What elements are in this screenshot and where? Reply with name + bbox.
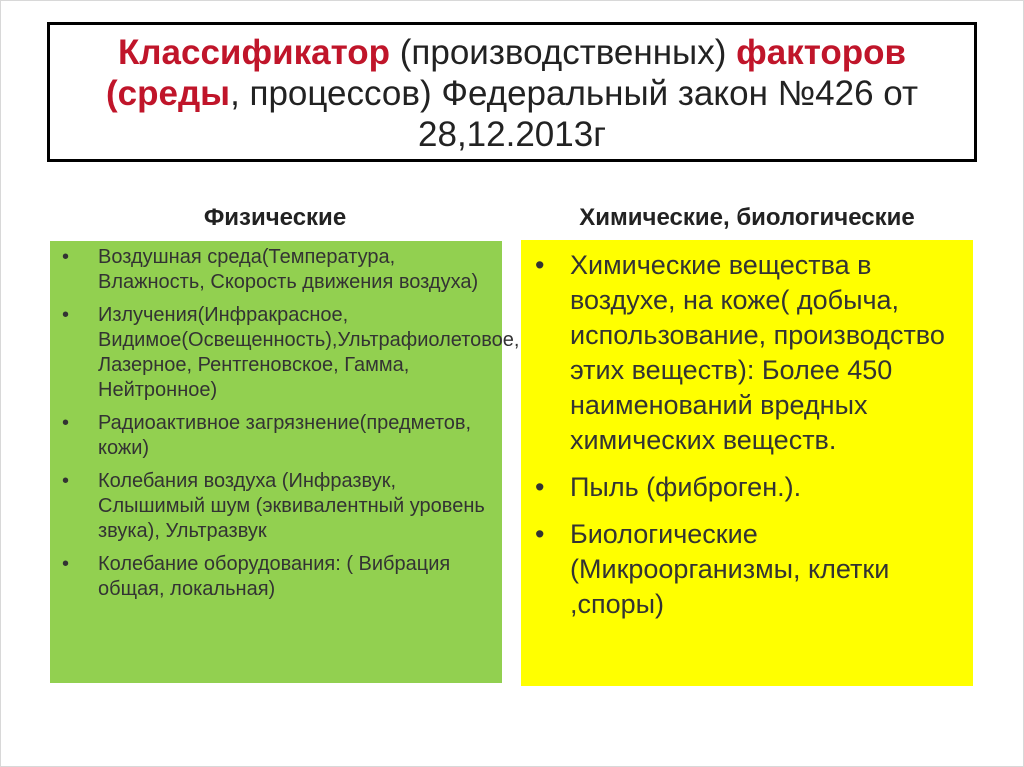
title-factors: факторов <box>736 33 907 72</box>
list-item-text: Излучения(Инфракрасное, Видимое(Освещенность),Ультрафиолетовое, Лазерное, Рентгеновское, Гамма, Нейтронное) <box>98 304 520 401</box>
bullet-icon: • <box>62 304 70 326</box>
slide-title <box>47 22 977 162</box>
list-item <box>533 517 959 622</box>
list-item <box>60 552 488 602</box>
list-item <box>60 245 488 295</box>
chemical-biological-heading: Химические, биологические <box>579 204 915 231</box>
list-item-text: Колебания воздуха (Инфразвук, Слышимый шум (эквивалентный уровень звука), Ультразвук <box>98 470 485 542</box>
list-item-text: Биологические (Микроорганизмы, клетки ,споры) <box>570 519 890 619</box>
list-item-text: Химические вещества в воздухе, на коже( добыча, использование, производство этих веществ): Более 450 наименований вредных химических веществ. <box>570 250 945 455</box>
bullet-icon: • <box>535 250 545 280</box>
list-item <box>60 303 520 403</box>
bullet-icon: • <box>535 519 545 549</box>
bullet-icon: • <box>62 246 70 268</box>
list-item <box>60 469 488 544</box>
list-item-text: Колебание оборудования: ( Вибрация общая, локальная) <box>98 553 451 600</box>
list-item-text: Радиоактивное загрязнение(предметов, кожи) <box>98 412 472 459</box>
bullet-icon: • <box>62 470 70 492</box>
title-environment: (среды <box>105 74 231 113</box>
list-item-text: Пыль (фиброген.). <box>570 472 802 502</box>
bullet-icon: • <box>62 553 70 575</box>
title-law: , процессов) Федеральный закон №426 от 28,12.2013г <box>230 74 919 154</box>
list-item-text: Воздушная среда(Температура, Влажность, Скорость движения воздуха) <box>98 246 479 293</box>
list-item <box>533 248 959 458</box>
physical-factors-panel <box>50 241 520 683</box>
bullet-icon: • <box>535 472 545 502</box>
bullet-icon: • <box>62 412 70 434</box>
list-item <box>60 411 488 461</box>
chemical-biological-factors-panel <box>521 240 973 686</box>
title-production: (производственных) <box>390 33 737 72</box>
physical-heading: Физические <box>203 204 347 231</box>
title-classifier: Классификатор <box>117 33 391 72</box>
list-item <box>533 470 959 505</box>
